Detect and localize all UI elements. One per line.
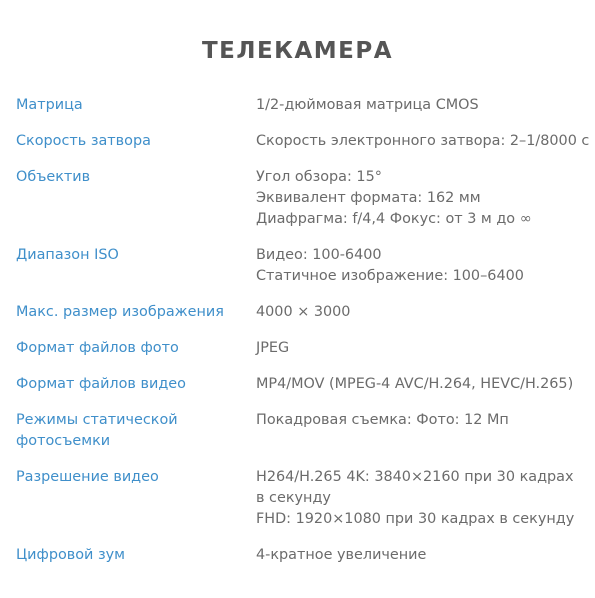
spec-row-max-size (16, 302, 586, 323)
spec-value (256, 338, 586, 359)
spec-value (256, 545, 586, 566)
spec-value (256, 302, 586, 323)
spec-row-lens (16, 167, 586, 230)
spec-row-photo-modes (16, 410, 586, 452)
spec-value-line: Видео: 100-6400 (256, 247, 382, 263)
spec-label: Диапазон ISO (16, 247, 119, 263)
spec-row-matrix (16, 95, 586, 116)
spec-value-line: Угол обзора: 15° (256, 169, 382, 185)
spec-value-line: 4000 × 3000 (256, 304, 351, 320)
spec-value-line: Покадровая съемка: Фото: 12 Мп (256, 412, 509, 428)
spec-value (256, 167, 586, 230)
spec-value-line: H264/H.265 4K: 3840×2160 при 30 кадрах в секунду (256, 469, 574, 506)
spec-row-video-resolution (16, 467, 586, 530)
spec-value-line: Диафрагма: f/4,4 Фокус: от 3 м до ∞ (256, 211, 532, 227)
spec-value-line: FHD: 1920×1080 при 30 кадрах в секунду (256, 511, 575, 527)
spec-label: Режимы статической фотосъемки (16, 412, 178, 449)
spec-label: Цифровой зум (16, 547, 126, 563)
spec-table (16, 95, 590, 581)
spec-value-line: 4-кратное увеличение (256, 547, 427, 563)
spec-label: Скорость затвора (16, 133, 151, 149)
spec-value-line: 1/2-дюймовая матрица CMOS (256, 97, 479, 113)
spec-label: Макс. размер изображения (16, 304, 224, 320)
spec-value-line: Эквивалент формата: 162 мм (256, 190, 481, 206)
spec-label: Матрица (16, 97, 83, 113)
spec-row-photo-format (16, 338, 586, 359)
spec-value (256, 245, 586, 287)
spec-label: Формат файлов фото (16, 340, 179, 356)
spec-value-line: MP4/MOV (MPEG-4 AVC/H.264, HEVC/H.265) (256, 376, 574, 392)
spec-row-iso (16, 245, 586, 287)
spec-value (256, 131, 589, 152)
spec-value-line: Скорость электронного затвора: 2–1/8000 с (256, 133, 590, 149)
spec-row-video-format (16, 374, 586, 395)
spec-value-line: JPEG (256, 340, 290, 356)
spec-value (256, 467, 586, 530)
spec-row-shutter (16, 131, 590, 152)
spec-label: Формат файлов видео (16, 376, 186, 392)
spec-row-digital-zoom (16, 545, 586, 566)
spec-value (256, 410, 586, 431)
spec-value-line: Статичное изображение: 100–6400 (256, 268, 524, 284)
spec-value (256, 95, 586, 116)
section-title: ТЕЛЕКАМЕРА (201, 38, 394, 64)
spec-value (256, 374, 586, 395)
spec-label: Разрешение видео (16, 469, 159, 485)
spec-label: Объектив (16, 169, 91, 185)
